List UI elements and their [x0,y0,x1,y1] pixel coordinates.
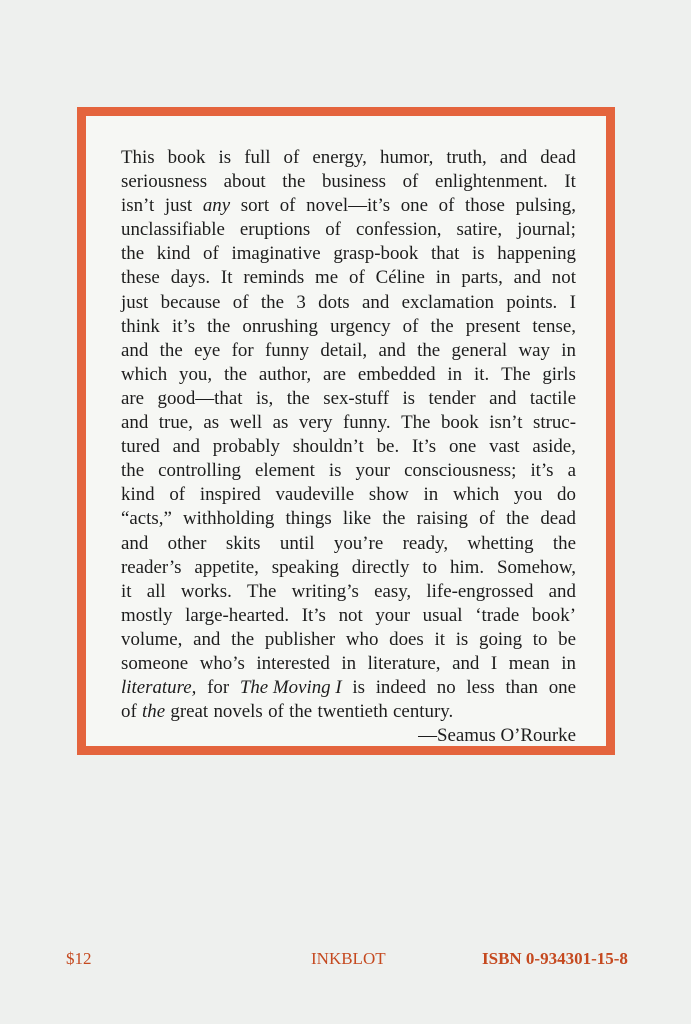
quote-word: the [121,243,145,265]
quote-word: your [375,604,410,626]
quote-word: kind [121,484,155,506]
quote-word: Somehow, [496,556,576,578]
quote-word: is [455,628,469,650]
quote-word: way [518,339,550,361]
quote-word: happening [497,243,576,265]
quote-word: the [282,171,306,193]
quote-word: and [121,412,149,434]
quote-word: controlling [158,460,242,482]
quote-word: very [298,412,333,434]
quote-word: tured [121,436,160,458]
quote-word: one [448,436,477,458]
quote-word: to [532,628,548,650]
quote-word: urgency [330,315,391,337]
quote-word: and [548,580,576,602]
quote-word: it [434,628,445,650]
quote-word: one [548,677,576,699]
quote-word: for [207,677,230,699]
quote-word: whetting [467,532,534,554]
review-quote [121,146,576,748]
quote-line [121,604,576,628]
quote-word: points. [506,291,558,313]
quote-word: of [268,701,284,723]
publisher-label: INKBLOT [311,949,386,968]
quote-word-italic: literature, [121,677,197,699]
quote-word: me [315,267,339,289]
quote-word: and [172,436,200,458]
quote-word: grasp-book [333,243,419,265]
quote-word: humor, [380,147,434,168]
quote-word: confession, [355,219,442,241]
quote-word: just [164,195,193,217]
quote-word: business [321,171,386,193]
quote-word: and [121,339,149,361]
quote-word: volume, [121,628,183,650]
quote-word: parts, [461,267,503,289]
quote-line [121,363,576,387]
quote-word: mean [508,652,550,674]
quote-word: speaking [271,556,339,578]
quote-word: you’re [333,532,384,554]
quote-word: is [352,677,365,699]
quote-word: aside, [532,436,576,458]
quote-word: journal; [517,219,576,241]
quote-word: as [272,412,289,434]
quote-word: novels [213,701,263,723]
quote-word: things [285,508,332,530]
quote-word: it’s [171,315,196,337]
quote-word: book [440,412,479,434]
quote-word: girls [542,363,576,385]
quote-line [121,435,576,459]
quote-word: the [430,315,454,337]
quote-word: sex-stuff [323,387,389,409]
quote-word-italic: The Moving I [239,677,342,699]
quote-line [121,652,576,676]
quote-word: days. [170,267,211,289]
quote-word: raising [416,508,468,530]
quote-word: the [223,363,248,385]
quote-word: the [552,532,576,554]
quote-word: and [193,628,221,650]
quote-line [121,170,576,194]
quote-word: be. [376,436,400,458]
quote-word: vaudeville [275,484,355,506]
quote-word: truth, [446,147,487,168]
quote-word: until [279,532,315,554]
quote-word: century. [393,701,454,723]
quote-word: funny [265,339,310,361]
quote-word: of [479,508,495,530]
quote-word: of [169,484,186,506]
quote-word: withholding [183,508,275,530]
quote-word: exclamation [401,291,494,313]
quote-word: good—that [157,387,243,409]
quote-word: dead [540,147,576,168]
quote-word: to [422,556,438,578]
quote-word: the [286,387,310,409]
quote-word: is [328,460,342,482]
quote-line [121,700,576,724]
quote-line [121,411,576,435]
quote-word: and [499,147,528,168]
price-label: $12 [66,949,92,968]
quote-word: all [146,580,166,602]
quote-word: does [389,628,424,650]
quote-word: of [402,171,419,193]
quote-word: It [220,267,233,289]
quote-word: skits [225,532,261,554]
quote-word: pulsing, [515,195,576,217]
quote-word: less [466,677,495,699]
quote-word: “acts,” [121,508,172,530]
quote-word: novel—it’s [306,195,391,217]
quote-word: in [341,652,357,674]
quote-word: twentieth [317,701,388,723]
quote-word: writing’s [291,580,359,602]
quote-word: going [479,628,523,650]
quote-word: a [567,460,576,482]
quote-attribution [121,724,576,748]
quote-word: dots [318,291,350,313]
quote-word: because [160,291,221,313]
quote-word: usual [422,604,463,626]
quote-word: the [417,339,441,361]
quote-word: present [465,315,521,337]
quote-word: It’s [301,604,326,626]
quote-word: is [402,387,416,409]
quote-word: the [121,460,145,482]
quote-word: I [490,652,498,674]
quote-word: onrushing [242,315,318,337]
quote-word: This [121,147,155,168]
quote-word: full [244,147,271,168]
quote-word: satire, [456,219,503,241]
quote-word: and [121,532,149,554]
quote-word: reminds [243,267,305,289]
quote-word: eye [194,339,221,361]
quote-word: of [232,291,249,313]
quote-word: true, [158,412,193,434]
quote-line [121,242,576,266]
quote-line [121,580,576,604]
quote-word: element [255,460,315,482]
quote-word: someone [121,652,189,674]
quote-word: and [489,387,517,409]
quote-line [121,315,576,339]
quote-line [121,556,576,580]
quote-word: the [506,508,530,530]
quote-word: the [207,315,231,337]
quote-line [121,459,576,483]
quote-word: of [325,219,341,241]
quote-word: think [121,315,160,337]
quote-word: of [283,147,300,168]
quote-word: of [349,267,365,289]
quote-line [121,532,576,556]
quote-word: it [121,580,132,602]
quote-word: and [378,339,406,361]
quote-word: show [368,484,409,506]
quote-word: is [471,243,485,265]
quote-line [121,146,576,170]
quote-line [121,507,576,531]
quote-word: like [342,508,372,530]
quote-word: in [561,652,576,674]
quote-word-italic: any [202,195,231,217]
quote-word: seriousness [121,171,208,193]
quote-word: which [121,363,168,385]
quote-word: and [362,291,390,313]
quote-line [121,676,576,700]
quote-word: enlightenment. [434,171,548,193]
quote-word: in [561,339,576,361]
quote-word: great [170,701,209,723]
quote-word: the [260,291,284,313]
quote-line [121,266,576,290]
quote-word: the [289,701,313,723]
quote-word: energy, [312,147,367,168]
quote-word: book’ [531,604,576,626]
quote-word: in [447,363,463,385]
quote-word: the [231,628,255,650]
quote-word: you [513,484,543,506]
quote-word: I [569,291,576,313]
quote-word: just [121,291,149,313]
quote-word: are [121,387,145,409]
quote-word: appetite, [194,556,259,578]
quote-word: vast [489,436,520,458]
quote-word: tactile [529,387,576,409]
quote-word: It’s [412,436,437,458]
quote-word: and [452,652,480,674]
quote-word: and [513,267,541,289]
quote-word: which [453,484,500,506]
quote-word: works. [180,580,232,602]
quote-word: the [382,508,406,530]
quote-word: well [229,412,263,434]
quote-word: who’s [199,652,245,674]
quote-word: other [167,532,207,554]
quote-word: of [121,701,137,723]
quote-word: Céline [375,267,425,289]
quote-word: ‘trade [475,604,520,626]
quote-line [121,339,576,363]
quote-word: The [501,363,531,385]
quote-word: about [223,171,266,193]
quote-word: of [203,243,219,265]
quote-word: of [438,195,455,217]
quote-word: isn’t [121,195,155,217]
quote-line [121,483,576,507]
quote-word: than [505,677,538,699]
quote-word: The [401,412,431,434]
quote-word: probably [212,436,280,458]
quote-word: you, [179,363,213,385]
quote-word: is [218,147,232,168]
isbn-label: ISBN 0-934301-15-8 [482,949,628,968]
attribution-text: —Seamus O’Rourke [418,725,576,747]
quote-word: struc- [532,412,576,434]
quote-word: mostly [121,604,173,626]
quote-line [121,194,576,218]
quote-word: isn’t [489,412,523,434]
quote-word: reader’s [121,556,182,578]
quote-word: funny. [342,412,391,434]
quote-word: book [167,147,206,168]
quote-word: it. [473,363,490,385]
quote-word: it’s [530,460,554,482]
quote-word: as [203,412,220,434]
quote-word: in [435,267,451,289]
quote-word: who [345,628,379,650]
quote-word: ready, [402,532,449,554]
quote-word-italic: the [142,701,166,723]
quote-word: interested [256,652,330,674]
quote-word: large-hearted. [185,604,290,626]
quote-word: inspired [199,484,261,506]
quote-word: that [430,243,460,265]
quote-word: are [323,363,347,385]
quote-word: for [231,339,254,361]
quote-word: dead [540,508,576,530]
quote-word: tense, [532,315,576,337]
quote-word: kind [156,243,191,265]
quote-word: him. [449,556,485,578]
quote-word: tender [428,387,476,409]
quote-word: author, [258,363,312,385]
quote-word: literature, [367,652,441,674]
quote-word: in [423,484,439,506]
quote-word: sort [240,195,270,217]
quote-word: your [355,460,391,482]
quote-word: is, [255,387,274,409]
quote-word: do [557,484,576,506]
quote-word: no [436,677,456,699]
quote-word: embedded [357,363,436,385]
quote-word: indeed [375,677,427,699]
quote-word: It [564,171,576,193]
quote-word: consciousness; [404,460,517,482]
quote-word: eruptions [239,219,311,241]
quote-line [121,387,576,411]
quote-word: these [121,267,160,289]
quote-word: be [558,628,576,650]
quote-word: publisher [264,628,336,650]
quote-word: detail, [320,339,368,361]
quote-word: general [451,339,508,361]
quote-word: easy, [374,580,412,602]
quote-word: 3 [296,291,306,313]
quote-word: directly [351,556,410,578]
quote-word: of [279,195,296,217]
quote-word: not [338,604,363,626]
quote-line [121,291,576,315]
quote-word: not [551,267,576,289]
quote-word: imaginative [231,243,321,265]
quote-word: one [400,195,429,217]
quote-word: life-engrossed [426,580,534,602]
quote-word: of [402,315,419,337]
quote-word: shouldn’t [292,436,364,458]
quote-word: the [159,339,183,361]
quote-word: The [247,580,277,602]
quote-word: unclassifiable [121,219,225,241]
quote-line [121,218,576,242]
quote-line [121,628,576,652]
quote-word: those [465,195,505,217]
